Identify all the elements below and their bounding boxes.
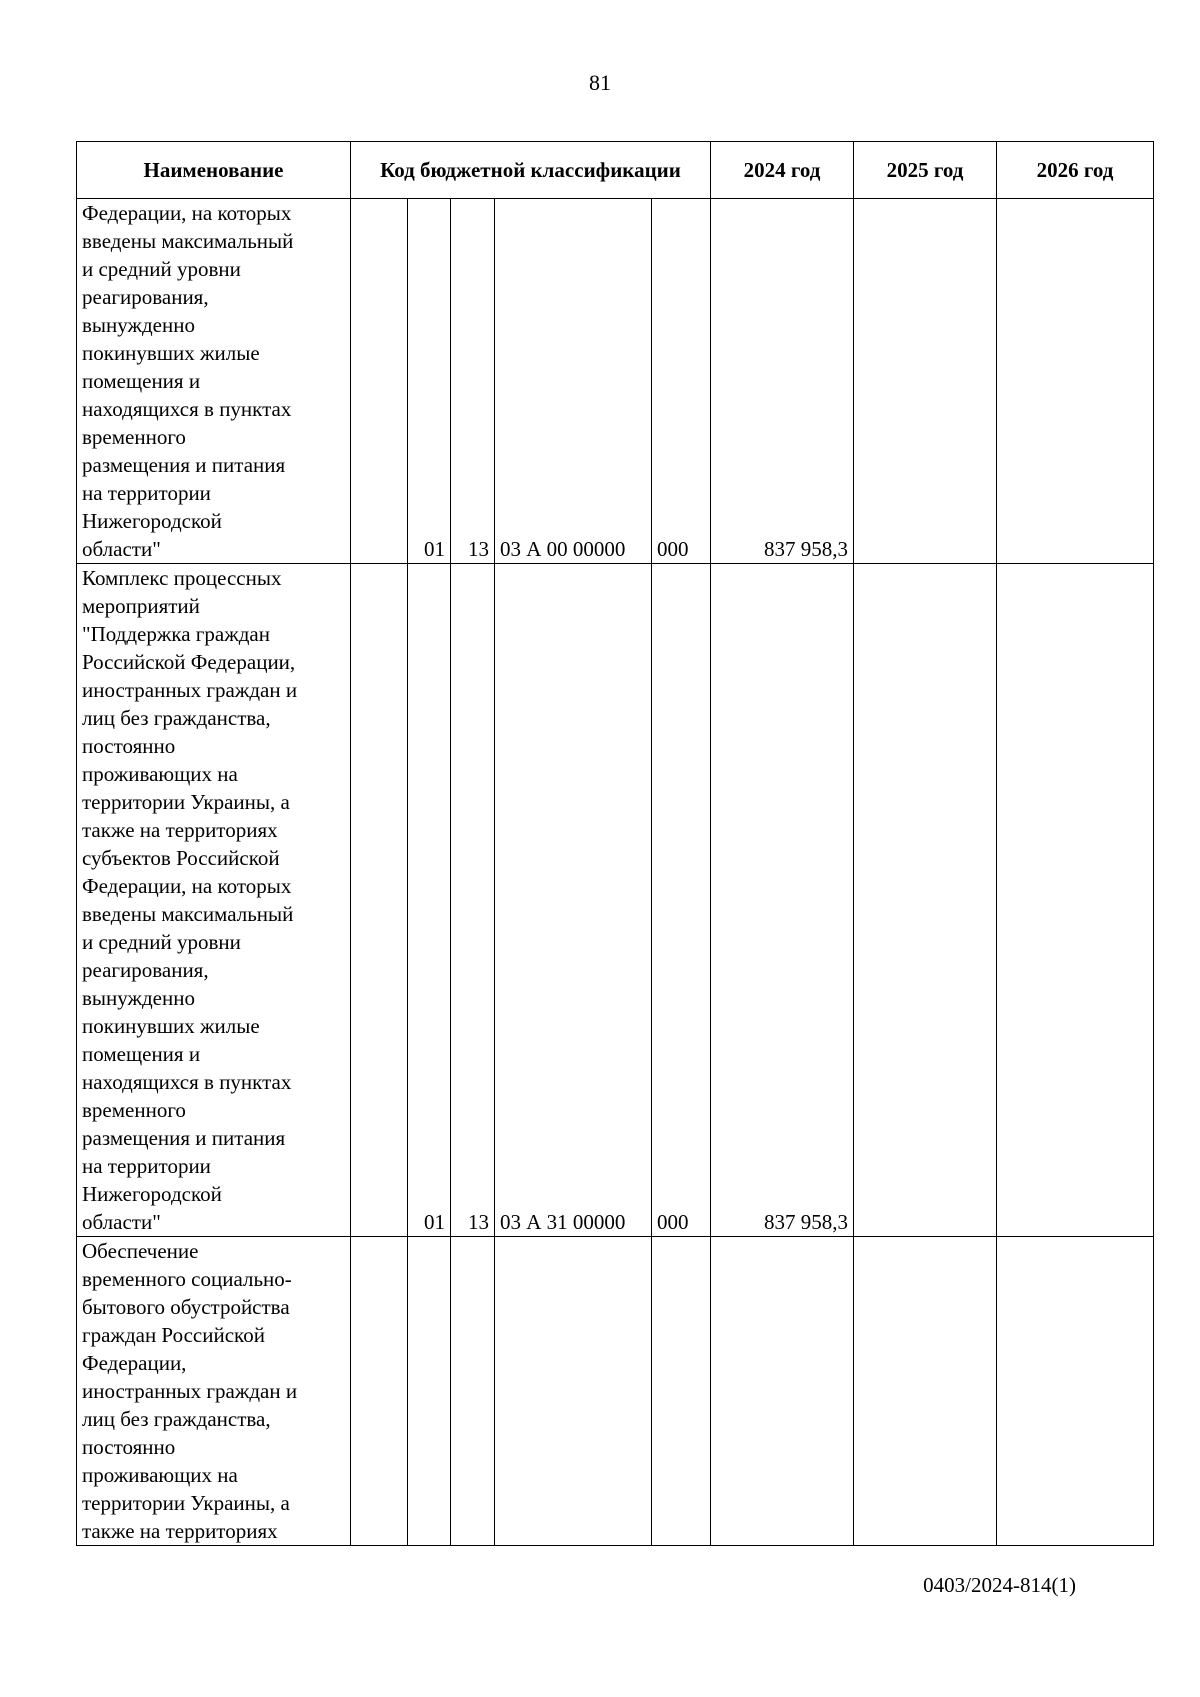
header-name: Наименование: [77, 142, 351, 199]
row-pr: 13: [451, 199, 495, 564]
row-name: Комплекс процессных мероприятий "Поддержка граждан Российской Федерации, иностранных граждан и лиц без гражданства, постоянно проживающих на территории Украины, а также на территориях субъектов Российской Федерации, на которых введены максимальный и средний уровни реагирования, вынужденно покинувших жилые помещения и находящихся в пунктах временного размещения и питания на территории Нижегородской области": [77, 564, 351, 1237]
row-empty-code: [351, 564, 408, 1237]
row-2024: 837 958,3: [711, 564, 854, 1237]
row-2025: [854, 199, 997, 564]
row-2026: [997, 1237, 1154, 1546]
row-2025: [854, 1237, 997, 1546]
table-header-row: [77, 142, 1154, 199]
row-name: Обеспечение временного социально- бытового обустройства граждан Российской Федерации, иностранных граждан и лиц без гражданства, постоянно проживающих на территории Украины, а также на территориях: [77, 1237, 351, 1546]
row-2026: [997, 564, 1154, 1237]
row-csr: [495, 1237, 652, 1546]
row-rz: 01: [408, 199, 451, 564]
row-pr: [451, 1237, 495, 1546]
row-2025: [854, 564, 997, 1237]
row-rz: 01: [408, 564, 451, 1237]
header-2025: 2025 год: [854, 142, 997, 199]
row-vr: 000: [652, 199, 711, 564]
row-2024: 837 958,3: [711, 199, 854, 564]
row-empty-code: [351, 199, 408, 564]
table-row: [77, 1237, 1154, 1546]
row-rz: [408, 1237, 451, 1546]
row-2026: [997, 199, 1154, 564]
row-empty-code: [351, 1237, 408, 1546]
row-vr: 000: [652, 564, 711, 1237]
document-id: 0403/2024-814(1): [923, 1573, 1076, 1597]
row-2024: [711, 1237, 854, 1546]
header-2026: 2026 год: [997, 142, 1154, 199]
table-row: [77, 564, 1154, 1237]
header-2024: 2024 год: [711, 142, 854, 199]
row-name: Федерации, на которых введены максимальный и средний уровни реагирования, вынужденно покинувших жилые помещения и находящихся в пунктах временного размещения и питания на территории Нижегородской области": [77, 199, 351, 564]
table-row: [77, 199, 1154, 564]
header-code: Код бюджетной классификации: [351, 142, 711, 199]
row-pr: 13: [451, 564, 495, 1237]
row-csr: 03 А 31 00000: [495, 564, 652, 1237]
budget-table: [76, 141, 1154, 1546]
page-number: 81: [589, 70, 611, 95]
row-csr: 03 А 00 00000: [495, 199, 652, 564]
row-vr: [652, 1237, 711, 1546]
